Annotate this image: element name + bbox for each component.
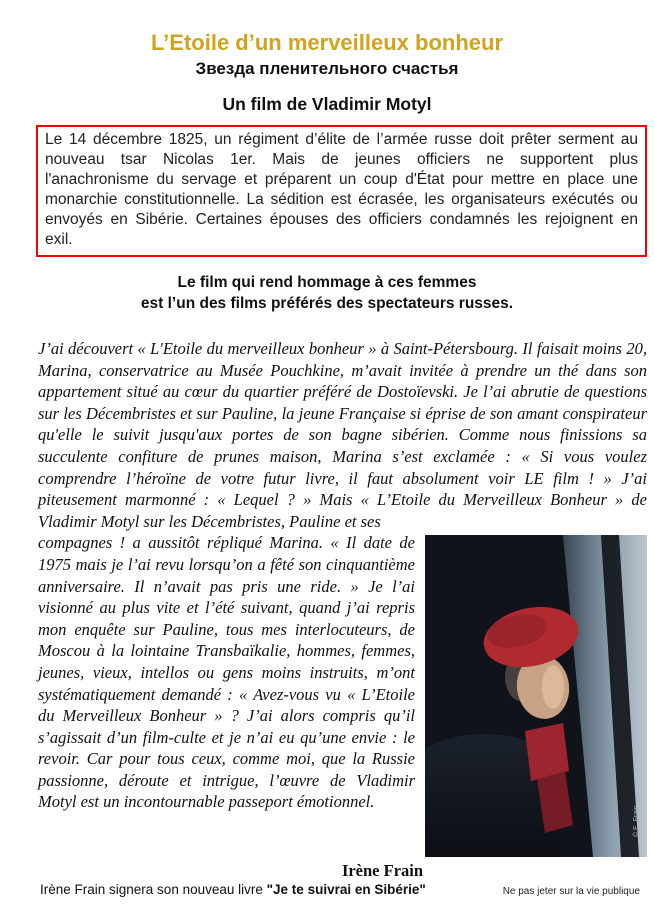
tagline: [0, 272, 654, 314]
book-title: "Je te suivrai en Sibérie": [266, 882, 426, 897]
testimonial-photo-section: [38, 532, 647, 881]
legal-note: Ne pas jeter sur la vie publique: [502, 886, 640, 897]
synopsis-box: [36, 125, 647, 257]
book-signing-announcement: [40, 882, 426, 897]
testimonial-paragraph-1: J’ai découvert « L'Etoile du merveilleux bonheur » à Saint-Pétersbourg. Il faisait moins 20, Marina, conservatrice au Musée Pouchkine, m’avait invitée à prendre un thé dans son appartement situé au cœur du quartier préféré de Dostoïevski. Je l’ai abrutie de questions sur les Décembristes et sur Pauline, la jeune Française si éprise de son amant conspirateur qu'elle le suivit jusqu'aux portes de son bagne sibérien. Comme nous finissions sa succulente confiture de prunes maison, Marina s’est exclamée : « Si vous voulez comprendre l’héroïne de votre futur livre, il faut absolument voir LE film ! » J’ai piteusement marmonné : « Lequel ? » Mais « L’Etoile du Merveilleux Bonheur » de Vladimir Motyl sur les Décembristes, Pauline et ses: [38, 339, 647, 531]
photo-credit: © E. Frain: [633, 805, 640, 838]
tagline-line-1: Le film qui rend hommage à ces femmes: [177, 274, 477, 291]
film-title-russian: Звезда пленительного счастья: [195, 59, 459, 78]
portrait-photo: [425, 535, 647, 857]
film-credit-line: Un film de Vladimir Motyl: [222, 94, 432, 114]
film-title-french: L’Etoile d’un merveilleux bonheur: [150, 30, 504, 55]
synopsis-text: Le 14 décembre 1825, un régiment d’élite de l’armée russe doit prêter serment au nouveau tsar Nicolas 1er. Mais de jeunes officiers ne supportent plus l'anachronisme du servage et préparent un coup d'État pour mettre en place une monarchie constitutionnelle. La sédition est écrasée, les organisateurs exécutés ou envoyés en Sibérie. Certaines épouses des officiers condamnés les rejoignent en exil.: [45, 131, 638, 248]
testimonial-paragraph-2: compagnes ! a aussitôt répliqué Marina. « Il date de 1975 mais je l’ai revu lorsqu’on a fêté son cinquantième anniversaire. Il n’avait pas pris une ride. » Je l’ai visionné au plus vite et l’été suivant, quand j’ai repris mon enquête sur Pauline, tous mes interlocuteurs, de Moscou à la lointaine Transbaïkalie, hommes, femmes, jeunes, vieux, intellos ou gens moins instruits, m’ont systématiquement demandé : « Avez-vous vu « L’Etoile du Merveilleux Bonheur » ? J’ai alors compris qu’il s’agissait d’un film-culte et je n’ai eu qu’une envie : le revoir. Car pour tous ceux, comme moi, que la Russie passionne, déroute et intrigue, l’œuvre de Vladimir Motyl est un incontournable passeport émotionnel.: [38, 533, 415, 812]
portrait-photo-illustration: [425, 535, 647, 857]
author-signature: Irène Frain: [341, 861, 424, 881]
footer: [40, 882, 640, 897]
face-highlight: [542, 665, 564, 709]
tagline-line-2: est l’un des films préférés des spectateurs russes.: [140, 295, 514, 312]
announcement-text: Irène Frain signera son nouveau livre: [40, 882, 267, 897]
